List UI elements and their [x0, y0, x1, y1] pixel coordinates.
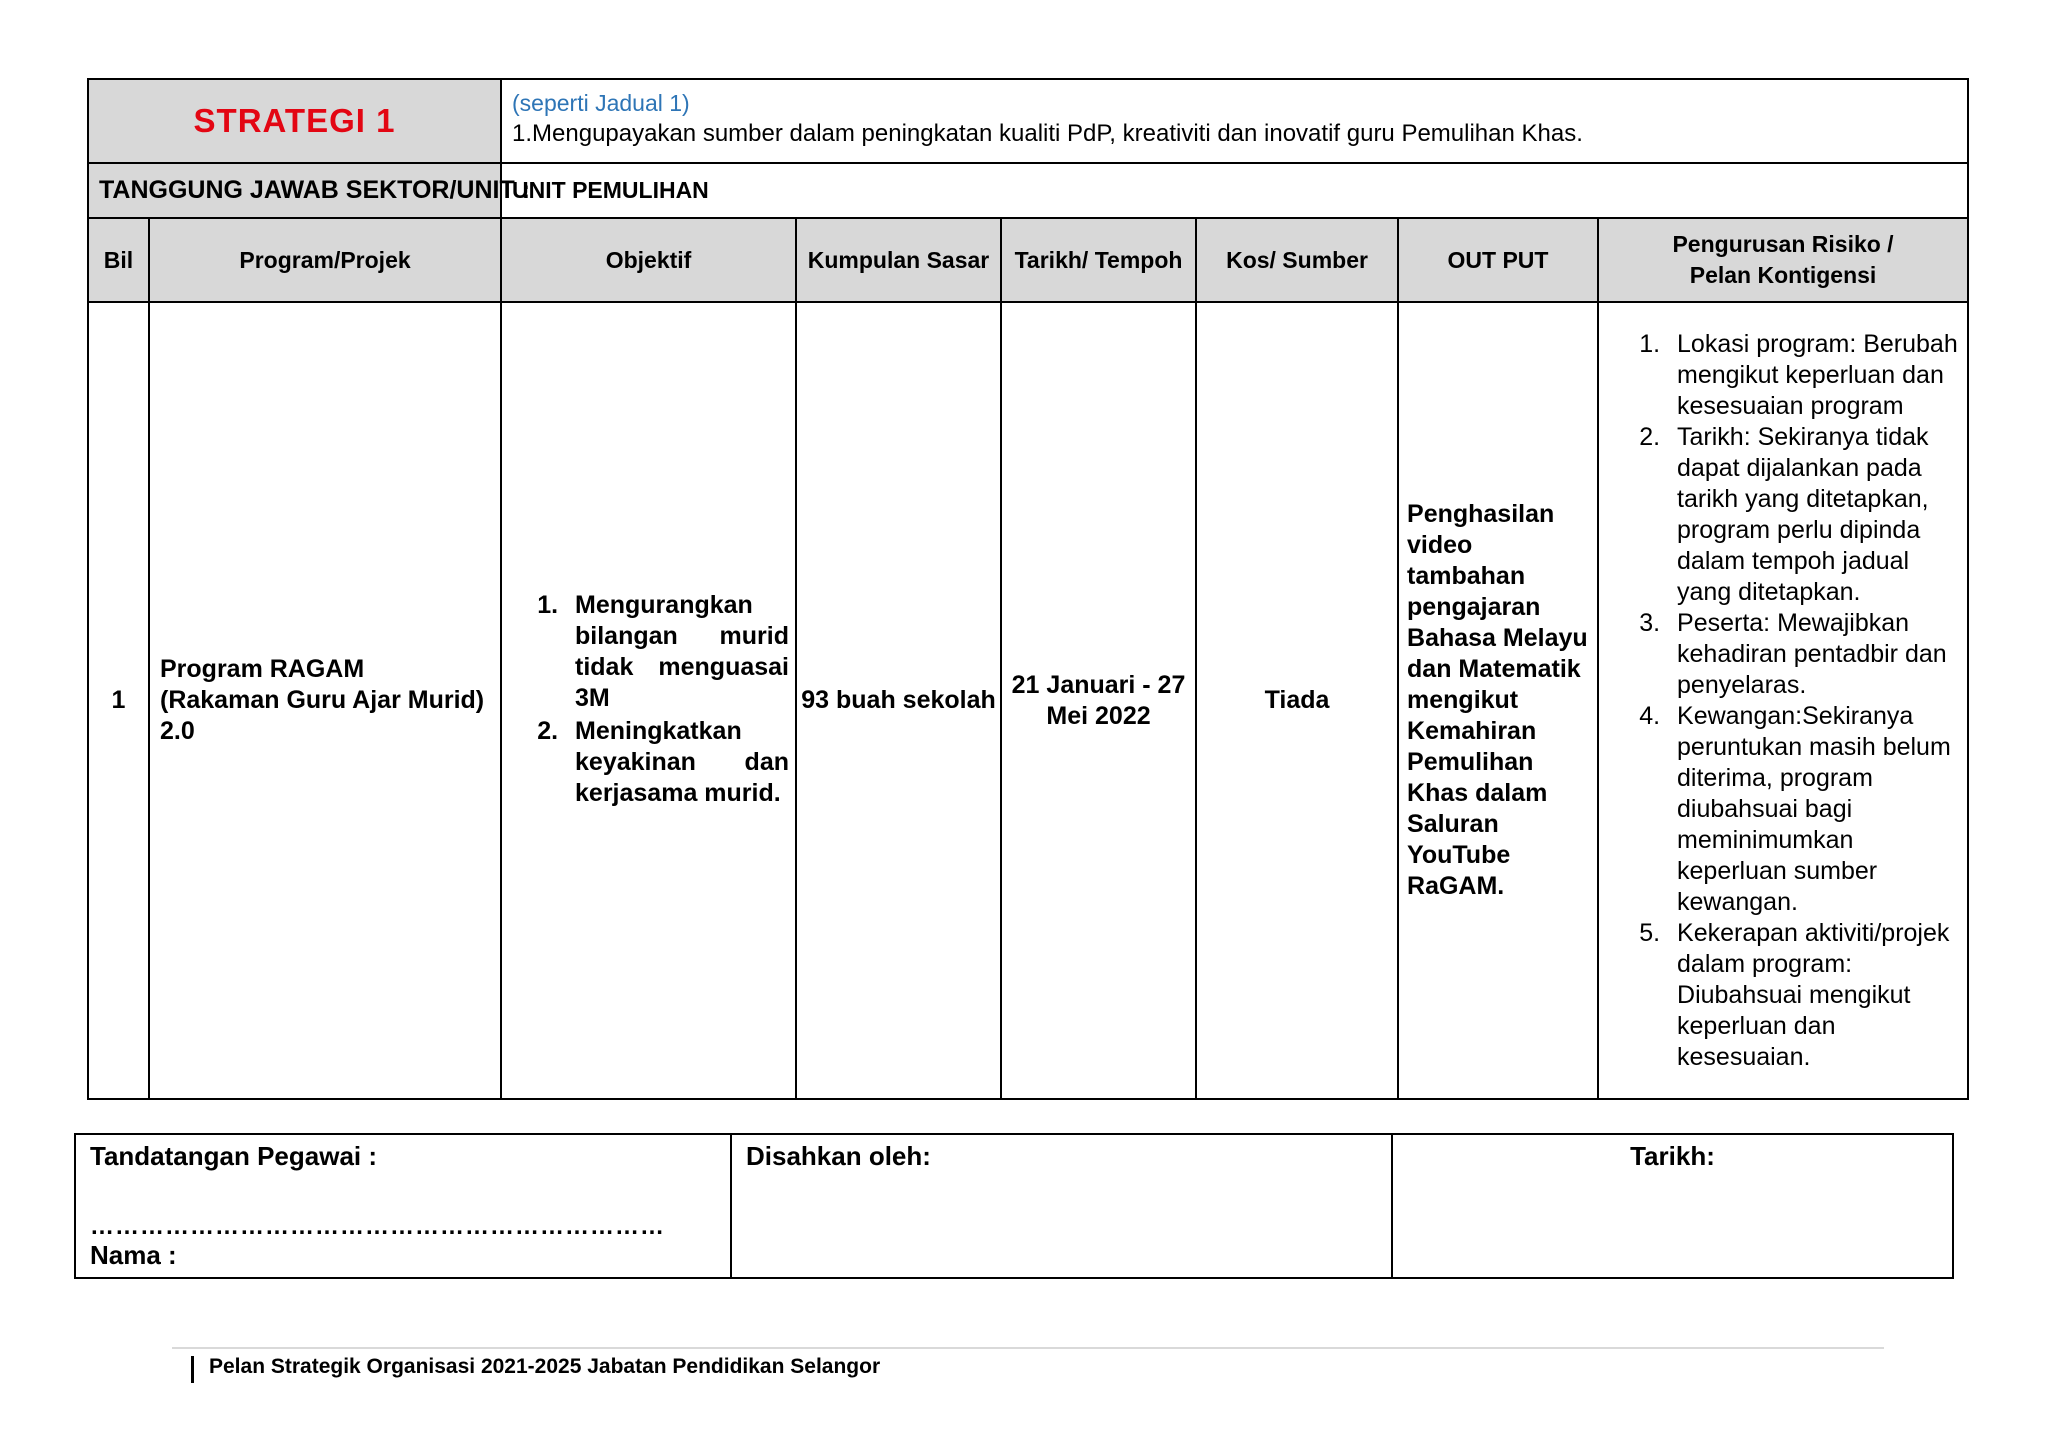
row-risks: [1598, 302, 1968, 1099]
strategy-title: STRATEGI 1: [193, 102, 396, 139]
row-objectives: [501, 302, 796, 1099]
row-bil: 1: [88, 302, 149, 1099]
row-target: 93 buah sekolah: [796, 302, 1001, 1099]
risk-item: 1. Lokasi program: Berubah mengikut keperluan dan kesesuaian program: [1667, 329, 1961, 422]
strategy-row: [88, 79, 1968, 163]
signature-table: [74, 1133, 1954, 1279]
header-date: Tarikh/ Tempoh: [1001, 218, 1196, 302]
date-label: Tarikh:: [1630, 1141, 1715, 1171]
officer-signature-cell: [75, 1134, 731, 1278]
date-cell: [1392, 1134, 1953, 1278]
table-row: [88, 302, 1968, 1099]
risk-item: 2. Tarikh: Sekiranya tidak dapat dijalankan pada tarikh yang ditetapkan, program perlu dipinda dalam tempoh jadual yang ditetapkan.: [1667, 422, 1961, 608]
row-program: Program RAGAM (Rakaman Guru Ajar Murid) 2.0: [149, 302, 501, 1099]
footer-bar: [191, 1356, 194, 1383]
risk-item: 4. Kewangan:Sekiranya peruntukan masih belum diterima, program diubahsuai bagi meminimumkan keperluan sumber kewangan.: [1667, 701, 1961, 918]
officer-signature-label: Tandatangan Pegawai :: [90, 1141, 378, 1171]
header-row: [88, 218, 1968, 302]
approved-by-label: Disahkan oleh:: [746, 1141, 931, 1171]
strategy-description-cell: [501, 79, 1968, 163]
row-cost: Tiada: [1196, 302, 1398, 1099]
responsibility-label: TANGGUNG JAWAB SEKTOR/UNIT :: [88, 163, 501, 218]
header-objective: Objektif: [501, 218, 796, 302]
footer-divider: [172, 1347, 1884, 1349]
responsibility-value: UNIT PEMULIHAN: [501, 163, 1968, 218]
signature-dots: ……………………………………………………………: [90, 1213, 665, 1240]
header-cost: Kos/ Sumber: [1196, 218, 1398, 302]
header-target: Kumpulan Sasar: [796, 218, 1001, 302]
strategy-table: [87, 78, 1969, 1100]
objective-item: 1. Mengurangkan bilangan murid tidak menguasai 3M: [565, 590, 789, 714]
row-date: 21 Januari - 27 Mei 2022: [1001, 302, 1196, 1099]
responsibility-row: [88, 163, 1968, 218]
header-risk-line2: Pelan Kontigensi: [1689, 262, 1877, 288]
risk-item: 5. Kekerapan aktiviti/projek dalam program: Diubahsuai mengikut keperluan dan kesesuaian.: [1667, 918, 1961, 1073]
approved-by-cell: [731, 1134, 1392, 1278]
header-risk-line1: Pengurusan Risiko /: [1672, 231, 1894, 257]
strategy-description: 1.Mengupayakan sumber dalam peningkatan kualiti PdP, kreativiti dan inovatif guru Pemulihan Khas.: [512, 120, 1583, 147]
risk-item: 3. Peserta: Mewajibkan kehadiran pentadbir dan penyelaras.: [1667, 608, 1961, 701]
header-bil: Bil: [88, 218, 149, 302]
footer-text: Pelan Strategik Organisasi 2021-2025 Jabatan Pendidikan Selangor: [209, 1355, 881, 1378]
strategy-note: (seperti Jadual 1): [512, 90, 690, 116]
objective-item: 2. Meningkatkan keyakinan dan kerjasama murid.: [565, 716, 789, 809]
objectives-list: [510, 590, 789, 809]
strategy-title-cell: [88, 79, 501, 163]
row-output: Penghasilan video tambahan pengajaran Bahasa Melayu dan Matematik mengikut Kemahiran Pemulihan Khas dalam Saluran YouTube RaGAM.: [1398, 302, 1598, 1099]
header-program: Program/Projek: [149, 218, 501, 302]
name-label: Nama :: [90, 1240, 177, 1270]
risks-list: [1603, 329, 1961, 1073]
signature-row: [75, 1134, 1953, 1278]
header-risk: [1598, 218, 1968, 302]
header-output: OUT PUT: [1398, 218, 1598, 302]
